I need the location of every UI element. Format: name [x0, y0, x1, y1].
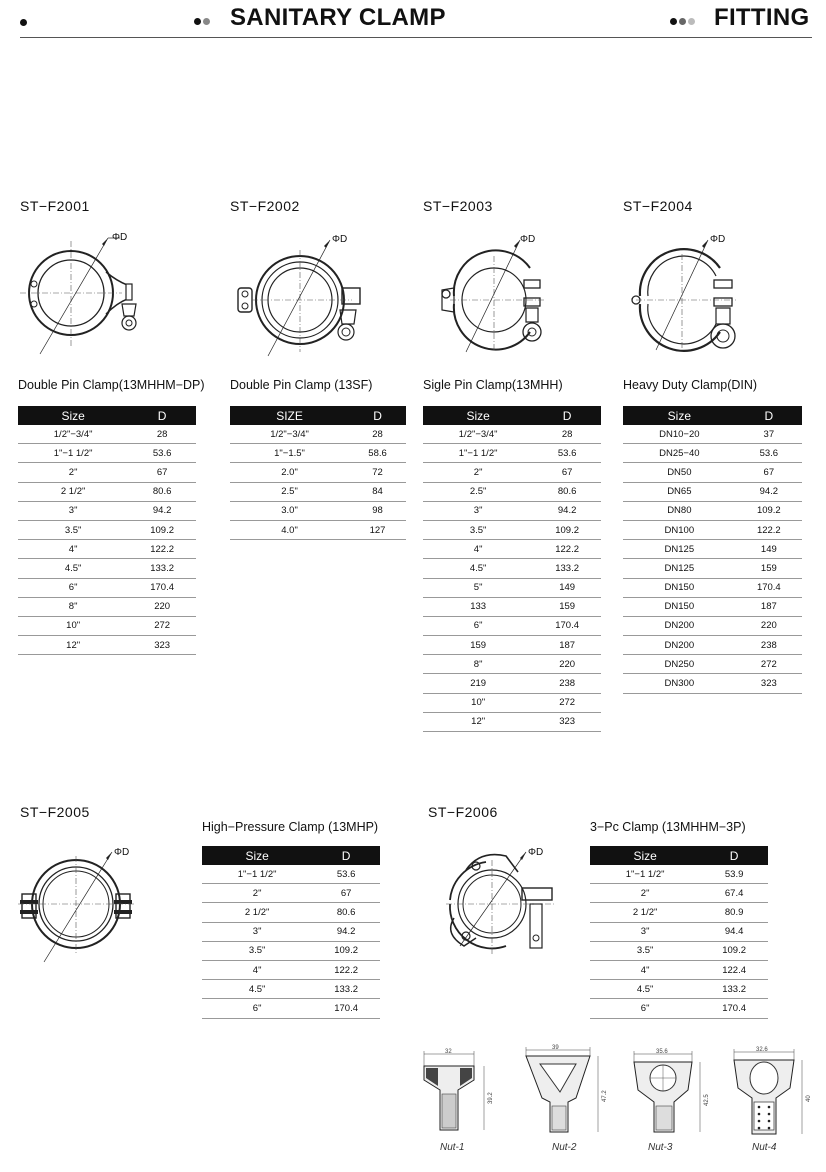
table-row [202, 980, 380, 999]
product-code-f2005: ST−F2005 [20, 804, 90, 820]
d-column-header: D [736, 406, 802, 425]
d-cell: 53.6 [128, 444, 196, 463]
table-row [18, 559, 196, 578]
d-cell: 67 [312, 884, 380, 903]
size-cell: 4.0" [230, 520, 349, 539]
d-cell: 238 [736, 636, 802, 655]
table-header-row [202, 846, 380, 865]
d-cell: 80.9 [700, 903, 768, 922]
table-row [230, 463, 406, 482]
d-cell: 122.2 [533, 540, 601, 559]
table-row [202, 960, 380, 979]
size-cell: DN125 [623, 559, 736, 578]
table-row [623, 540, 802, 559]
table-row [423, 444, 601, 463]
size-cell: DN10−20 [623, 425, 736, 444]
d-cell: 323 [736, 674, 802, 693]
d-cell: 80.6 [533, 482, 601, 501]
size-cell: 4" [590, 960, 700, 979]
d-cell: 238 [533, 674, 601, 693]
table-row [423, 559, 601, 578]
d-cell: 67 [533, 463, 601, 482]
d-cell: 127 [349, 520, 406, 539]
d-cell: 98 [349, 501, 406, 520]
size-cell: 2 1/2" [590, 903, 700, 922]
table-row [202, 903, 380, 922]
table-row [230, 501, 406, 520]
size-cell: 1"−1 1/2" [18, 444, 128, 463]
nut-2-label: Nut-2 [552, 1142, 577, 1153]
nut-3-label: Nut-3 [648, 1142, 673, 1153]
nut-4-width: 32.6 [756, 1047, 768, 1053]
d-cell: 323 [128, 636, 196, 655]
d-cell: 94.4 [700, 922, 768, 941]
d-cell: 28 [349, 425, 406, 444]
phi-d-label: ΦD [112, 232, 128, 243]
table-row [623, 616, 802, 635]
d-cell: 170.4 [312, 999, 380, 1018]
table-row [623, 674, 802, 693]
size-cell: 10" [18, 616, 128, 635]
table-row [202, 941, 380, 960]
clamp-drawing-f2002 [234, 228, 374, 358]
size-cell: 4.5" [590, 980, 700, 999]
table-row [590, 884, 768, 903]
size-cell: 2.0" [230, 463, 349, 482]
table-row [423, 482, 601, 501]
size-cell: 3" [18, 501, 128, 520]
phi-d-label: ΦD [710, 234, 726, 245]
d-cell: 159 [533, 597, 601, 616]
size-table-f2002 [230, 406, 406, 540]
size-cell: 4.5" [423, 559, 533, 578]
size-cell: DN250 [623, 655, 736, 674]
table-row [423, 520, 601, 539]
size-table-f2006 [590, 846, 768, 1019]
nut-4-drawing [728, 1044, 816, 1142]
nut-2-height: 47.2 [602, 1090, 608, 1102]
table-row [623, 463, 802, 482]
header-bullet [20, 14, 29, 32]
size-cell: 3" [202, 922, 312, 941]
table-row [18, 425, 196, 444]
table-row [623, 444, 802, 463]
product-code-f2004: ST−F2004 [623, 198, 693, 214]
table-row [423, 636, 601, 655]
table-row [623, 559, 802, 578]
header-title-left: SANITARY CLAMP [230, 4, 446, 31]
nut-3-width: 35.6 [656, 1049, 668, 1055]
d-column-header: D [128, 406, 196, 425]
size-cell: 3.0" [230, 501, 349, 520]
phi-d-label: ΦD [332, 234, 348, 245]
d-cell: 28 [533, 425, 601, 444]
size-column-header: Size [18, 406, 128, 425]
d-cell: 220 [533, 655, 601, 674]
table-row [590, 922, 768, 941]
d-cell: 80.6 [312, 903, 380, 922]
product-name-f2003: Sigle Pin Clamp(13MHH) [423, 378, 563, 392]
d-cell: 84 [349, 482, 406, 501]
table-row [423, 693, 601, 712]
table-row [18, 444, 196, 463]
d-cell: 133.2 [312, 980, 380, 999]
size-cell: 6" [202, 999, 312, 1018]
d-cell: 122.4 [700, 960, 768, 979]
size-cell: DN150 [623, 578, 736, 597]
d-column-header: D [349, 406, 406, 425]
phi-d-label: ΦD [520, 234, 536, 245]
size-cell: DN150 [623, 597, 736, 616]
size-cell: 2.5" [230, 482, 349, 501]
d-cell: 72 [349, 463, 406, 482]
size-cell: 133 [423, 597, 533, 616]
size-cell: 6" [590, 999, 700, 1018]
d-column-header: D [533, 406, 601, 425]
table-header-row [18, 406, 196, 425]
size-cell: 159 [423, 636, 533, 655]
d-cell: 220 [736, 616, 802, 635]
product-code-f2001: ST−F2001 [20, 198, 90, 214]
product-code-f2006: ST−F2006 [428, 804, 498, 820]
size-cell: 2" [423, 463, 533, 482]
table-row [18, 540, 196, 559]
size-table-f2003 [423, 406, 601, 732]
size-cell: 3.5" [18, 520, 128, 539]
nut-3-drawing [628, 1046, 714, 1142]
d-cell: 272 [736, 655, 802, 674]
header-right-dots [670, 13, 697, 31]
size-cell: DN50 [623, 463, 736, 482]
size-column-header: Size [423, 406, 533, 425]
d-cell: 323 [533, 712, 601, 731]
table-row [623, 597, 802, 616]
d-cell: 272 [128, 616, 196, 635]
size-cell: 4.5" [202, 980, 312, 999]
d-cell: 80.6 [128, 482, 196, 501]
size-cell: 2" [18, 463, 128, 482]
size-cell: DN200 [623, 636, 736, 655]
table-row [423, 425, 601, 444]
d-cell: 133.2 [700, 980, 768, 999]
d-cell: 122.2 [128, 540, 196, 559]
size-cell: 1/2"−3/4" [423, 425, 533, 444]
clamp-drawing-f2004 [620, 228, 760, 358]
d-cell: 109.2 [312, 941, 380, 960]
size-cell: 3" [590, 922, 700, 941]
size-cell: 8" [18, 597, 128, 616]
size-cell: 8" [423, 655, 533, 674]
size-cell: DN100 [623, 520, 736, 539]
product-name-f2001: Double Pin Clamp(13MHHM−DP) [18, 378, 205, 392]
table-row [18, 578, 196, 597]
size-cell: 3.5" [590, 941, 700, 960]
d-cell: 133.2 [128, 559, 196, 578]
d-cell: 149 [736, 540, 802, 559]
d-cell: 53.6 [533, 444, 601, 463]
nut-3-height: 42.5 [704, 1094, 710, 1106]
table-row [423, 655, 601, 674]
nut-1-label: Nut-1 [440, 1142, 465, 1153]
size-cell: DN25−40 [623, 444, 736, 463]
table-row [590, 865, 768, 884]
table-row [590, 903, 768, 922]
size-cell: DN300 [623, 674, 736, 693]
size-cell: DN65 [623, 482, 736, 501]
nut-4-label: Nut-4 [752, 1142, 777, 1153]
table-row [202, 884, 380, 903]
product-name-f2004: Heavy Duty Clamp(DIN) [623, 378, 758, 392]
table-row [423, 712, 601, 731]
table-row [202, 922, 380, 941]
product-code-f2003: ST−F2003 [423, 198, 493, 214]
product-name-f2006: 3−Pc Clamp (13MHHM−3P) [590, 820, 746, 834]
clamp-drawing-f2005 [18, 842, 158, 967]
size-cell: 5" [423, 578, 533, 597]
table-row [623, 482, 802, 501]
size-cell: 3.5" [423, 520, 533, 539]
table-row [623, 578, 802, 597]
table-row [18, 501, 196, 520]
nut-2-drawing [520, 1042, 612, 1142]
d-cell: 170.4 [736, 578, 802, 597]
nut-1-height: 39.2 [488, 1092, 494, 1104]
table-header-row [623, 406, 802, 425]
size-cell: 10" [423, 693, 533, 712]
table-header-row [423, 406, 601, 425]
size-table-f2004 [623, 406, 802, 694]
d-cell: 37 [736, 425, 802, 444]
table-row [18, 636, 196, 655]
table-row [590, 999, 768, 1018]
table-header-row [230, 406, 406, 425]
table-row [623, 655, 802, 674]
d-cell: 170.4 [700, 999, 768, 1018]
d-cell: 28 [128, 425, 196, 444]
size-cell: 219 [423, 674, 533, 693]
table-row [423, 578, 601, 597]
size-cell: 2" [202, 884, 312, 903]
d-column-header: D [312, 846, 380, 865]
size-cell: 1"−1 1/2" [423, 444, 533, 463]
d-cell: 170.4 [128, 578, 196, 597]
d-cell: 159 [736, 559, 802, 578]
phi-d-label: ΦD [528, 847, 544, 858]
size-cell: 4" [202, 960, 312, 979]
size-table-f2005 [202, 846, 380, 1019]
table-row [423, 501, 601, 520]
header-title-right: FITTING [714, 4, 810, 31]
size-cell: 4" [18, 540, 128, 559]
table-row [18, 597, 196, 616]
d-cell: 109.2 [128, 520, 196, 539]
table-row [18, 520, 196, 539]
table-row [623, 501, 802, 520]
table-row [423, 597, 601, 616]
clamp-drawing-f2001 [18, 226, 158, 356]
nut-1-drawing [414, 1046, 500, 1142]
nut-4-height: 40 [806, 1095, 812, 1102]
d-cell: 67.4 [700, 884, 768, 903]
nut-1-width: 32 [445, 1049, 452, 1055]
size-column-header: Size [202, 846, 312, 865]
d-cell: 94.2 [128, 501, 196, 520]
table-row [230, 444, 406, 463]
d-cell: 272 [533, 693, 601, 712]
table-row [623, 636, 802, 655]
table-row [423, 674, 601, 693]
table-row [423, 616, 601, 635]
d-cell: 53.6 [736, 444, 802, 463]
size-cell: 6" [18, 578, 128, 597]
size-cell: 1"−1 1/2" [202, 865, 312, 884]
d-cell: 133.2 [533, 559, 601, 578]
size-cell: 1"−1 1/2" [590, 865, 700, 884]
size-cell: 6" [423, 616, 533, 635]
d-cell: 67 [128, 463, 196, 482]
size-cell: 2" [590, 884, 700, 903]
table-row [230, 520, 406, 539]
size-cell: 2 1/2" [18, 482, 128, 501]
nut-2-width: 39 [552, 1045, 559, 1051]
size-cell: 1/2"−3/4" [18, 425, 128, 444]
table-row [590, 941, 768, 960]
size-cell: DN200 [623, 616, 736, 635]
product-name-f2005: High−Pressure Clamp (13MHP) [202, 820, 379, 834]
table-row [623, 520, 802, 539]
d-cell: 220 [128, 597, 196, 616]
size-cell: 3.5" [202, 941, 312, 960]
header-rule [20, 37, 812, 38]
d-cell: 187 [533, 636, 601, 655]
table-row [423, 540, 601, 559]
table-row [590, 960, 768, 979]
size-cell: 12" [18, 636, 128, 655]
clamp-drawing-f2003 [432, 228, 572, 358]
size-cell: 2.5" [423, 482, 533, 501]
d-cell: 149 [533, 578, 601, 597]
table-row [18, 482, 196, 501]
d-cell: 94.2 [533, 501, 601, 520]
size-cell: 4.5" [18, 559, 128, 578]
size-cell: 4" [423, 540, 533, 559]
table-row [423, 463, 601, 482]
d-cell: 187 [736, 597, 802, 616]
size-cell: DN125 [623, 540, 736, 559]
size-cell: 1"−1.5" [230, 444, 349, 463]
size-column-header: SIZE [230, 406, 349, 425]
table-row [18, 616, 196, 635]
size-cell: 3" [423, 501, 533, 520]
table-row [230, 425, 406, 444]
table-row [590, 980, 768, 999]
d-cell: 58.6 [349, 444, 406, 463]
d-cell: 109.2 [700, 941, 768, 960]
header-left-dots [194, 13, 212, 31]
table-row [230, 482, 406, 501]
d-cell: 53.6 [312, 865, 380, 884]
d-cell: 94.2 [736, 482, 802, 501]
size-cell: 2 1/2" [202, 903, 312, 922]
table-row [202, 865, 380, 884]
size-cell: 12" [423, 712, 533, 731]
table-row [18, 463, 196, 482]
table-header-row [590, 846, 768, 865]
d-cell: 94.2 [312, 922, 380, 941]
phi-d-label: ΦD [114, 847, 130, 858]
size-cell: 1/2"−3/4" [230, 425, 349, 444]
d-cell: 170.4 [533, 616, 601, 635]
d-cell: 53.9 [700, 865, 768, 884]
product-name-f2002: Double Pin Clamp (13SF) [230, 378, 373, 392]
clamp-drawing-f2006 [436, 842, 576, 967]
size-table-f2001 [18, 406, 196, 655]
d-column-header: D [700, 846, 768, 865]
size-cell: DN80 [623, 501, 736, 520]
size-column-header: Size [590, 846, 700, 865]
product-code-f2002: ST−F2002 [230, 198, 300, 214]
table-row [623, 425, 802, 444]
size-column-header: Size [623, 406, 736, 425]
d-cell: 122.2 [736, 520, 802, 539]
d-cell: 109.2 [533, 520, 601, 539]
d-cell: 67 [736, 463, 802, 482]
d-cell: 122.2 [312, 960, 380, 979]
d-cell: 109.2 [736, 501, 802, 520]
table-row [202, 999, 380, 1018]
